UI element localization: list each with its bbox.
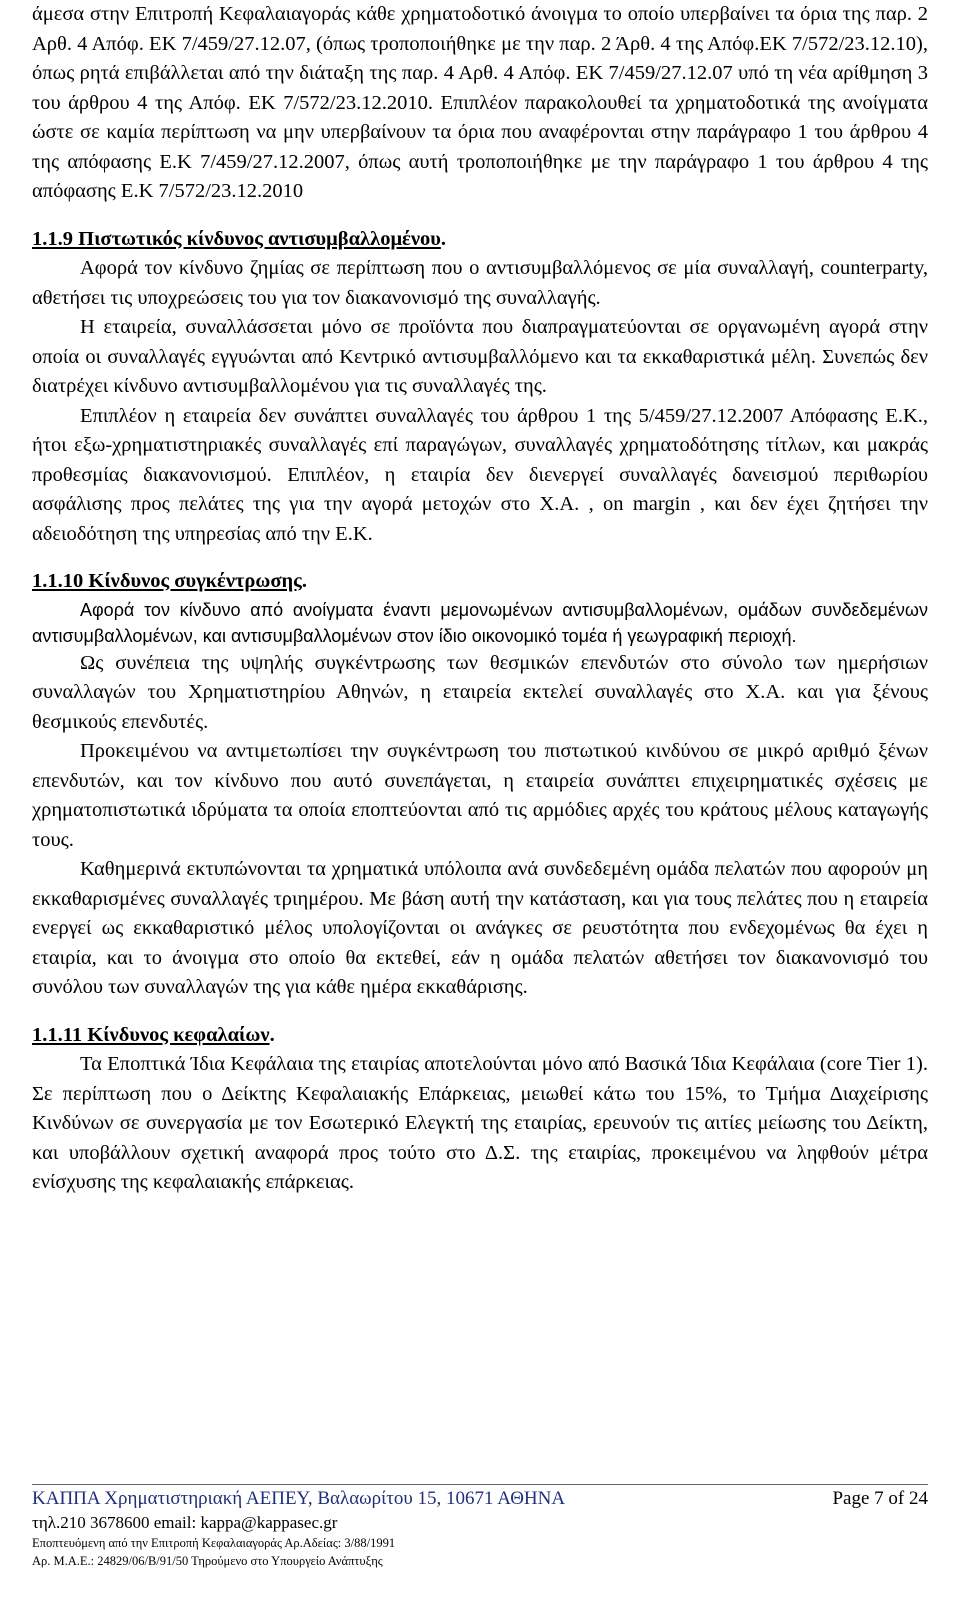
body-content	[32, 0, 928, 1198]
section-1111-paragraph-1: Τα Εποπτικά Ίδια Κεφάλαια της εταιρίας αποτελούνται μόνο από Βασικά Ίδια Κεφάλαια (core Tier 1). Σε περίπτωση που ο Δείκτης Κεφαλαιακής Επάρκειας, μειωθεί κάτω του 15%, το Τμήμα Διαχείρισης Κινδύνων σε συνεργασία με τον Εσωτερικό Ελεγκτή της εταιρίας, ερευνούν τις αιτίες μείωσης του Δείκτη, και υποβάλλουν σχετική αναφορά προς τούτο στο Δ.Σ. της εταιρίας, προκειμένου να ληφθούν μέτρα ενίσχυσης της κεφαλαιακής επάρκειας.	[32, 1053, 928, 1193]
section-1110-paragraph-2: Προκειμένου να αντιμετωπίσει την συγκέντρωση του πιστωτικού κινδύνου σε μικρό αριθμό ξένων επενδυτών, και τον κίνδυνο που αυτό συνεπάγεται, η εταιρεία συνάπτει επιχειρηματικές σχέσεις με χρηματοπιστωτικά ιδρύματα τα οποία εποπτεύονται από τις αρμόδιες αρχές του κράτους μέλους καταγωγής τους.	[32, 740, 928, 851]
section-1110-paragraph-1: Ως συνέπεια της υψηλής συγκέντρωσης των θεσμικών επενδυτών στο σύνολο των ημερήσιων συναλλαγών του Χρηματιστηρίου Αθηνών, η εταιρεία εκτελεί συναλλαγές στο Χ.Α. και για ξένους θεσμικούς επενδυτές.	[32, 651, 928, 733]
footer-address: , Βαλαωρίτου 15, 10671 ΑΘΗΝΑ	[307, 1488, 566, 1509]
footer-registry: Αρ. Μ.Α.Ε.: 24829/06/Β/91/50 Τηρούμενο στο Υπουργείο Ανάπτυξης	[32, 1554, 383, 1568]
section-1111-title: 1.1.11 Κίνδυνος κεφαλαίων	[32, 1023, 270, 1046]
section-1110-sans-paragraph: Αφορά τον κίνδυνο από ανοίγματα έναντι μεμονωμένων αντισυμβαλλομένων, ομάδων συνδεδεμένων αντισυμβαλλομένων, και αντισυμβαλλομένων στον ίδιο οικονομικό τομέα ή γεωγραφική περιοχή.	[32, 599, 928, 646]
intro-paragraph: άμεσα στην Επιτροπή Κεφαλαιαγοράς κάθε χρηματοδοτικό άνοιγμα το οποίο υπερβαίνει τα όρια της παρ. 2 Αρθ. 4 Απόφ. ΕΚ 7/459/27.12.07, (όπως τροποποιήθηκε με την παρ. 2 Άρθ. 4 της Απόφ.ΕΚ 7/572/23.12.10), όπως ρητά επιβάλλεται από την διάταξη της παρ. 4 Αρθ. 4 Απόφ. ΕΚ 7/459/27.12.07 υπό τη νέα αρίθμηση 3 του άρθρου 4 της Απόφ. ΕΚ 7/572/23.12.2010. Επιπλέον παρακολουθεί τα χρηματοδοτικά της ανοίγματα ώστε σε καμία περίπτωση να μην υπερβαίνουν τα όρια που αναφέρονται στην παράγραφο 1 του άρθρου 4 της απόφασης Ε.Κ 7/459/27.12.2007, όπως αυτή τροποποιήθηκε με την παράγραφο 1 του άρθρου 4 της απόφασης Ε.Κ 7/572/23.12.2010	[32, 3, 928, 202]
section-1111-heading	[32, 1021, 928, 1051]
section-119-paragraph-3: Επιπλέον η εταιρεία δεν συνάπτει συναλλαγές του άρθρου 1 της 5/459/27.12.2007 Απόφασης Ε.Κ., ήτοι εξω-χρηματιστηριακές συναλλαγές επί παραγώγων, συναλλαγές χρηματοδότησης τίτλων, και μακράς προθεσμίας διακανονισμού. Επιπλέον, η εταιρία δεν διενεργεί συναλλαγές δανεισμού περιθωρίου ασφάλισης προς πελάτες της για την αγορά μετοχών στο Χ.Α. , on margin , και δεν έχει ζητήσει την αδειοδότηση της υπηρεσίας από την Ε.Κ.	[32, 404, 928, 545]
section-119-paragraph-1: Αφορά τον κίνδυνο ζημίας σε περίπτωση που ο αντισυμβαλλόμενος σε μία συναλλαγή, counterparty, αθετήσει τις υποχρεώσεις του για τον διακανονισμό της συναλλαγής.	[32, 257, 928, 309]
footer-company-line	[32, 1488, 565, 1510]
page-number: Page 7 of 24	[832, 1488, 928, 1509]
section-119-title: 1.1.9 Πιστωτικός κίνδυνος αντισυμβαλλομένου	[32, 227, 441, 250]
section-119-heading-end: .	[440, 227, 446, 250]
section-1110-title: 1.1.10 Κίνδυνος συγκέντρωσης	[32, 570, 302, 592]
section-119-paragraph-2: Η εταιρεία, συναλλάσσεται μόνο σε προϊόντα που διαπραγματεύονται σε οργανωμένη αγορά στην οποία οι συναλλαγές εγγυώνται από Κεντρικό αντισυμβαλλόμενο και τα εκκαθαριστικά μέλη. Συνεπώς δεν διατρέχει κίνδυνο αντισυμβαλλομένου για τις συναλλαγές της.	[32, 316, 928, 397]
section-1110-paragraph-3: Καθημερινά εκτυπώνονται τα χρηματικά υπόλοιπα ανά συνδεδεμένη ομάδα πελατών που αφορούν μη εκκαθαρισμένες συναλλαγές τριημέρου. Με βάση αυτή την κατάσταση, και για τους πελάτες που η εταιρεία ενεργεί ως εκκαθαριστικό μέλος υπολογίζονται οι ανάγκες σε ρευστότητα που ενδεχομένως θα έχει η εταιρία, και το άνοιγμα στο οποίο θα εκτεθεί, εάν η ομάδα πελατών αθετήσει τον διακανονισμό του συνόλου των συναλλαγών της για κάθε ημέρα εκκαθάρισης.	[32, 858, 928, 998]
footer-divider	[32, 1484, 928, 1485]
footer-company: ΚΑΠΠΑ Χρηματιστηριακή ΑΕΠΕΥ	[32, 1488, 308, 1509]
footer-contact: τηλ.210 3678600 email: kappa@kappasec.gr	[32, 1513, 338, 1532]
footer-supervision: Εποπτευόμενη από την Επιτροπή Κεφαλαιαγοράς Αρ.Αδείας: 3/88/1991	[32, 1536, 396, 1550]
section-1111-heading-end: .	[269, 1023, 275, 1046]
section-1110-heading-end: .	[301, 570, 307, 592]
section-1110-heading	[32, 567, 928, 597]
section-119-heading	[32, 225, 928, 255]
